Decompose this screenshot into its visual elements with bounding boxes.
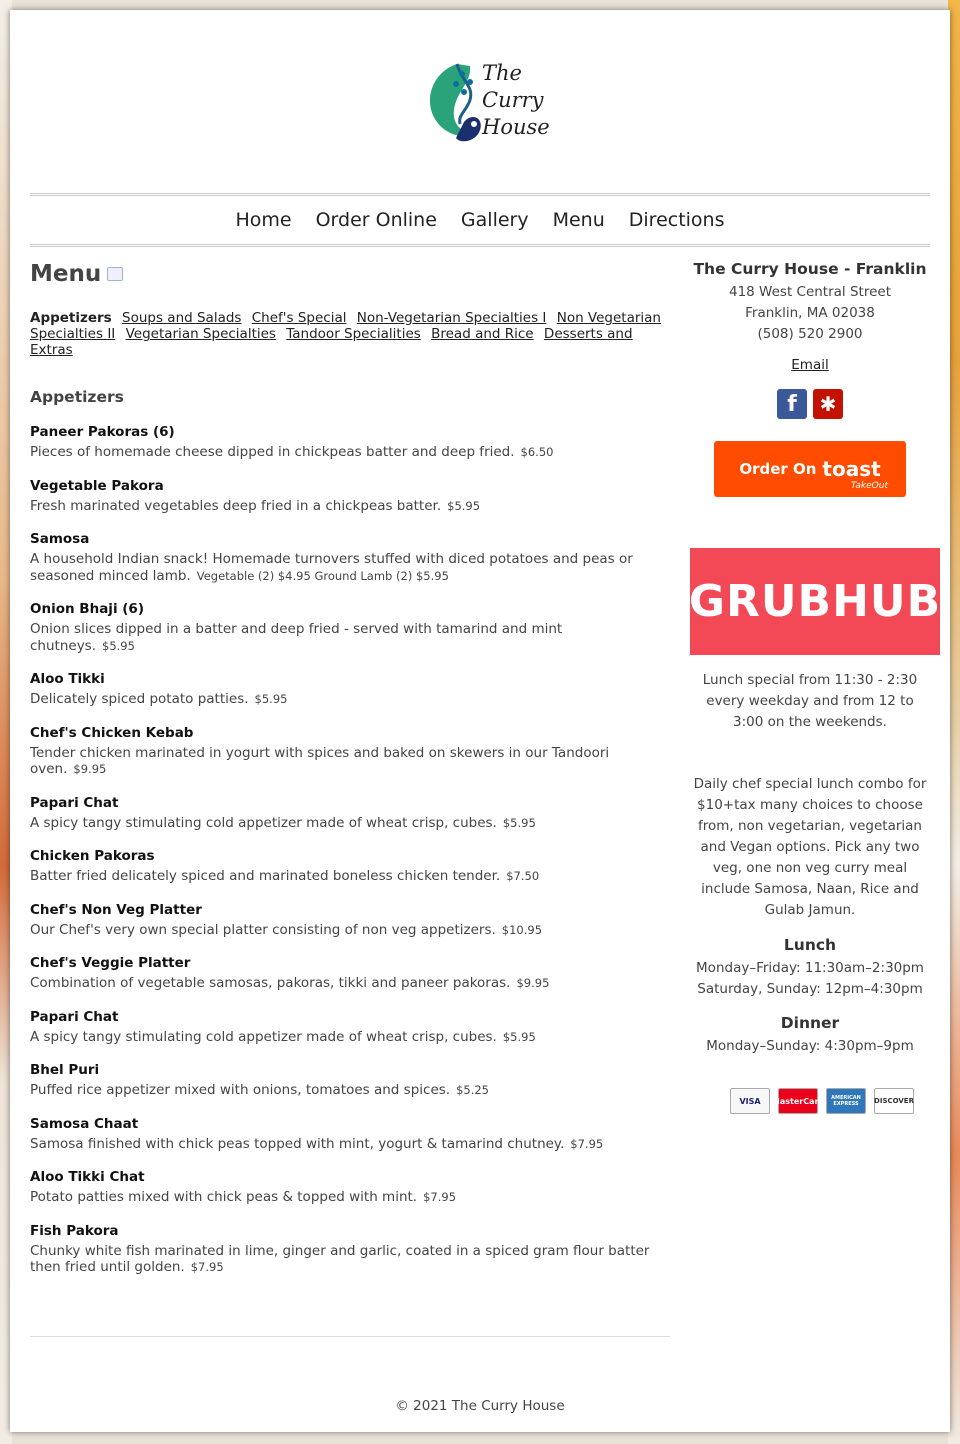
menu-item-description-text: A spicy tangy stimulating cold appetizer made of wheat crisp, cubes. [30, 814, 497, 831]
nav-home[interactable]: Home [235, 209, 292, 231]
menu-item-price: $5.95 [102, 638, 135, 653]
menu-item [30, 1169, 670, 1206]
menu-item [30, 601, 670, 654]
menu-item [30, 955, 670, 992]
menu-item-description [30, 745, 670, 778]
mastercard-icon: MasterCard [778, 1088, 818, 1114]
menu-item-description [30, 1136, 670, 1153]
lunch-title: Lunch [783, 936, 837, 954]
menu-item-description-text: Fresh marinated vegetables deep fried in a chickpeas batter. [30, 497, 442, 514]
category-vegetarian[interactable]: Vegetarian Specialties [125, 326, 276, 342]
nav-gallery[interactable]: Gallery [460, 209, 529, 231]
category-soups-salads[interactable]: Soups and Salads [122, 310, 242, 326]
menu-content [30, 258, 670, 1293]
menu-item-name: Aloo Tikki Chat [30, 1169, 145, 1185]
menu-item-description-text: Potato patties mixed with chick peas & topped with mint. [30, 1189, 418, 1205]
menu-item [30, 424, 670, 461]
menu-item-description-text: Samosa finished with chick peas topped with mint, yogurt & tamarind chutney. [30, 1135, 565, 1152]
menu-item-price: $9.95 [516, 976, 550, 990]
category-bread-rice[interactable]: Bread and Rice [431, 326, 534, 342]
menu-item-description-text: Puffed rice appetizer mixed with onions, tomatoes and spices. [30, 1082, 451, 1098]
menu-item-price: $10.95 [501, 922, 543, 937]
menu-item-price: $5.95 [447, 498, 481, 513]
category-links [30, 310, 670, 358]
menu-item-name: Bhel Puri [30, 1062, 100, 1078]
menu-item-description [30, 1082, 670, 1099]
lunch-hours-weekday: Monday–Friday: 11:30am–2:30pm [696, 960, 924, 976]
menu-item-description-text: Tender chicken marinated in yogurt with spices and baked on skewers in our Tandoori oven. [30, 744, 610, 777]
menu-item-description [30, 1189, 670, 1206]
menu-item [30, 902, 670, 939]
menu-item-description [30, 551, 670, 584]
page-title: Menu [30, 258, 670, 290]
menu-item-description [30, 621, 670, 654]
menu-item-description-text: Delicately spiced potato patties. [30, 691, 249, 707]
nav-order-online[interactable]: Order Online [315, 209, 437, 231]
dinner-hours: Monday–Sunday: 4:30pm–9pm [706, 1038, 914, 1054]
page-container [10, 10, 950, 1432]
sidebar [688, 260, 942, 1107]
menu-item-description-text: Our Chef's very own special platter consisting of non veg appetizers. [30, 921, 496, 938]
menu-item-description [30, 691, 670, 708]
menu-item-description [30, 1029, 670, 1046]
menu-item-description-text: Chunky white fish marinated in lime, ginger and garlic, coated in a spiced gram flour batter then fried until golden. [30, 1242, 650, 1275]
facebook-icon[interactable]: f [777, 389, 807, 419]
menu-item-price: Vegetable (2) $4.95 Ground Lamb (2) $5.95 [196, 568, 449, 583]
main-nav [30, 193, 930, 247]
menu-item-name: Fish Pakora [30, 1222, 119, 1239]
menu-item-description [30, 1243, 670, 1276]
order-on-toast-button[interactable]: Order On toast TakeOut [714, 441, 906, 497]
menu-item-price: $5.95 [502, 1029, 536, 1044]
menu-item-name: Chef's Veggie Platter [30, 955, 191, 971]
menu-item-price: $7.50 [506, 869, 540, 883]
menu-item-description-text: A household Indian snack! Homemade turnovers stuffed with diced potatoes and peas or seasoned minced lamb. [30, 551, 633, 584]
menu-item [30, 1116, 670, 1153]
menu-item-description [30, 498, 670, 515]
menu-item [30, 671, 670, 708]
menu-item-description [30, 868, 670, 885]
menu-item-price: $5.95 [502, 815, 536, 830]
lunch-hours-weekend: Saturday, Sunday: 12pm–4:30pm [697, 981, 923, 997]
menu-item-name: Onion Bhaji (6) [30, 601, 144, 617]
menu-item-name: Paneer Pakoras (6) [30, 424, 175, 440]
menu-item [30, 1062, 670, 1099]
menu-item-name: Samosa [30, 531, 90, 547]
nav-directions[interactable]: Directions [628, 209, 725, 231]
menu-item-description [30, 922, 670, 939]
menu-item-price: $9.95 [73, 762, 107, 776]
menu-item [30, 1223, 670, 1276]
payment-cards [730, 1088, 914, 1114]
grubhub-button[interactable]: GRUBHUB [690, 548, 940, 655]
menu-item-price: $7.95 [570, 1136, 604, 1151]
menu-item [30, 1009, 670, 1046]
email-link[interactable]: Email [791, 357, 829, 373]
menu-item-description-text: Onion slices dipped in a batter and deep fried - served with tamarind and mint chutneys. [30, 621, 563, 654]
category-non-veg-1[interactable]: Non-Vegetarian Specialties I [356, 310, 547, 326]
category-desserts[interactable]: Desserts and Extras [30, 326, 633, 358]
menu-item-name: Chicken Pakoras [30, 848, 155, 864]
amex-icon: AMERICAN EXPRESS [826, 1088, 866, 1114]
menu-item-name: Chef's Chicken Kebab [30, 724, 194, 741]
visa-icon: VISA [730, 1088, 770, 1114]
yelp-icon[interactable]: ✱ [813, 389, 843, 419]
section-title: Appetizers [30, 388, 124, 406]
menu-item [30, 848, 670, 885]
menu-item-name: Vegetable Pakora [30, 477, 164, 494]
lunch-special-text: Lunch special from 11:30 - 2:30 every weekday and from 12 to 3:00 on the weekends. [702, 672, 918, 730]
discover-icon: DISCOVER [874, 1088, 914, 1114]
menu-item [30, 725, 670, 778]
menu-item-name: Papari Chat [30, 1008, 119, 1025]
menu-item-description [30, 444, 670, 461]
menu-item-name: Aloo Tikki [30, 671, 105, 687]
menu-item-price: $6.50 [520, 445, 554, 459]
menu-item-description-text: Combination of vegetable samosas, pakoras, tikki and paneer pakoras. [30, 975, 511, 991]
menu-item [30, 531, 670, 584]
content-divider [30, 1336, 670, 1337]
menu-item-price: $7.95 [423, 1190, 457, 1204]
phone-number: (508) 520 2900 [757, 326, 863, 342]
menu-item [30, 478, 670, 515]
menu-item [30, 795, 670, 832]
menu-item-description [30, 975, 670, 992]
menu-item-description-text: Pieces of homemade cheese dipped in chickpeas batter and deep fried. [30, 444, 515, 460]
category-chefs-special[interactable]: Chef's Special [251, 310, 347, 326]
menu-item-price: $5.95 [254, 692, 288, 706]
footer-copyright: © 2021 The Curry House [395, 1398, 565, 1414]
menu-item-description-text: A spicy tangy stimulating cold appetizer made of wheat crisp, cubes. [30, 1028, 497, 1045]
dinner-title: Dinner [780, 1014, 840, 1032]
category-non-veg-2[interactable]: Non Vegetarian Specialties II [30, 310, 661, 342]
daily-special-text: Daily chef special lunch combo for $10+tax many choices to choose from, non vegetarian, vegetarian and Vegan options. Pick any two veg, one non veg curry meal include Samosa, Naan, Rice and Gulab Jamun. [693, 776, 927, 918]
menu-item-name: Samosa Chaat [30, 1115, 139, 1132]
category-appetizers[interactable]: Appetizers [30, 310, 112, 326]
menu-item-price: $7.95 [190, 1260, 224, 1274]
opening-hours [690, 936, 930, 1057]
brand-name[interactable]: The Curry House [482, 61, 550, 139]
social-links [690, 389, 930, 419]
printer-icon[interactable] [107, 267, 123, 281]
menu-item-description-text: Batter fried delicately spiced and marinated boneless chicken tender. [30, 868, 501, 884]
menu-item-name: Papari Chat [30, 794, 119, 811]
nav-menu[interactable]: Menu [552, 209, 605, 231]
address-line-2: Franklin, MA 02038 [745, 305, 875, 321]
category-tandoor[interactable]: Tandoor Specialities [286, 326, 421, 342]
menu-item-price: $5.25 [456, 1083, 490, 1097]
restaurant-name: The Curry House - Franklin [693, 260, 927, 278]
menu-item-description [30, 815, 670, 832]
menu-item-name: Chef's Non Veg Platter [30, 901, 202, 918]
address-line-1: 418 West Central Street [728, 284, 891, 300]
menu-item-list [30, 424, 670, 1276]
